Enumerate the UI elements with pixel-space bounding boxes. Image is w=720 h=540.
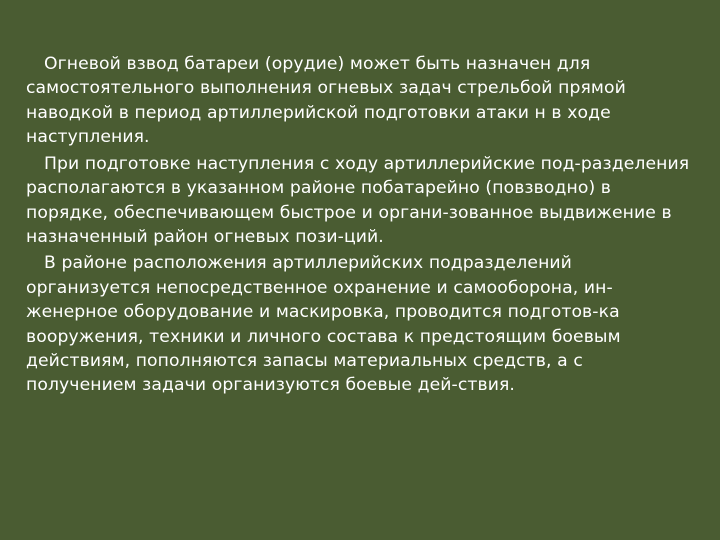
slide-body-text (26, 52, 694, 398)
paragraph-2: При подготовке наступления с ходу артиллерийские под-разделения располагаются в указанном районе побатарейно (повзводно) в порядке, обеспечивающем быстрое и органи-зованное выдвижение в назначенный район огневых пози-ций. (26, 153, 695, 247)
paragraph-1: Огневой взвод батареи (орудие) может быть назначен для самостоятельного выполнения огневых задач стрельбой прямой наводкой в период артиллерийской подготовки атаки н в ходе наступления. (26, 54, 632, 148)
paragraph-3: В районе расположения артиллерийских подразделений организуется непосредственное охранение и самооборона, ин-женерное оборудование и маскировка, проводится подготов-ка вооружения, техники и личного состава к предстоящим боевым действиям, пополняются запасы материальных средств, а с получением задачи организуются боевые дей-ствия. (26, 253, 627, 396)
